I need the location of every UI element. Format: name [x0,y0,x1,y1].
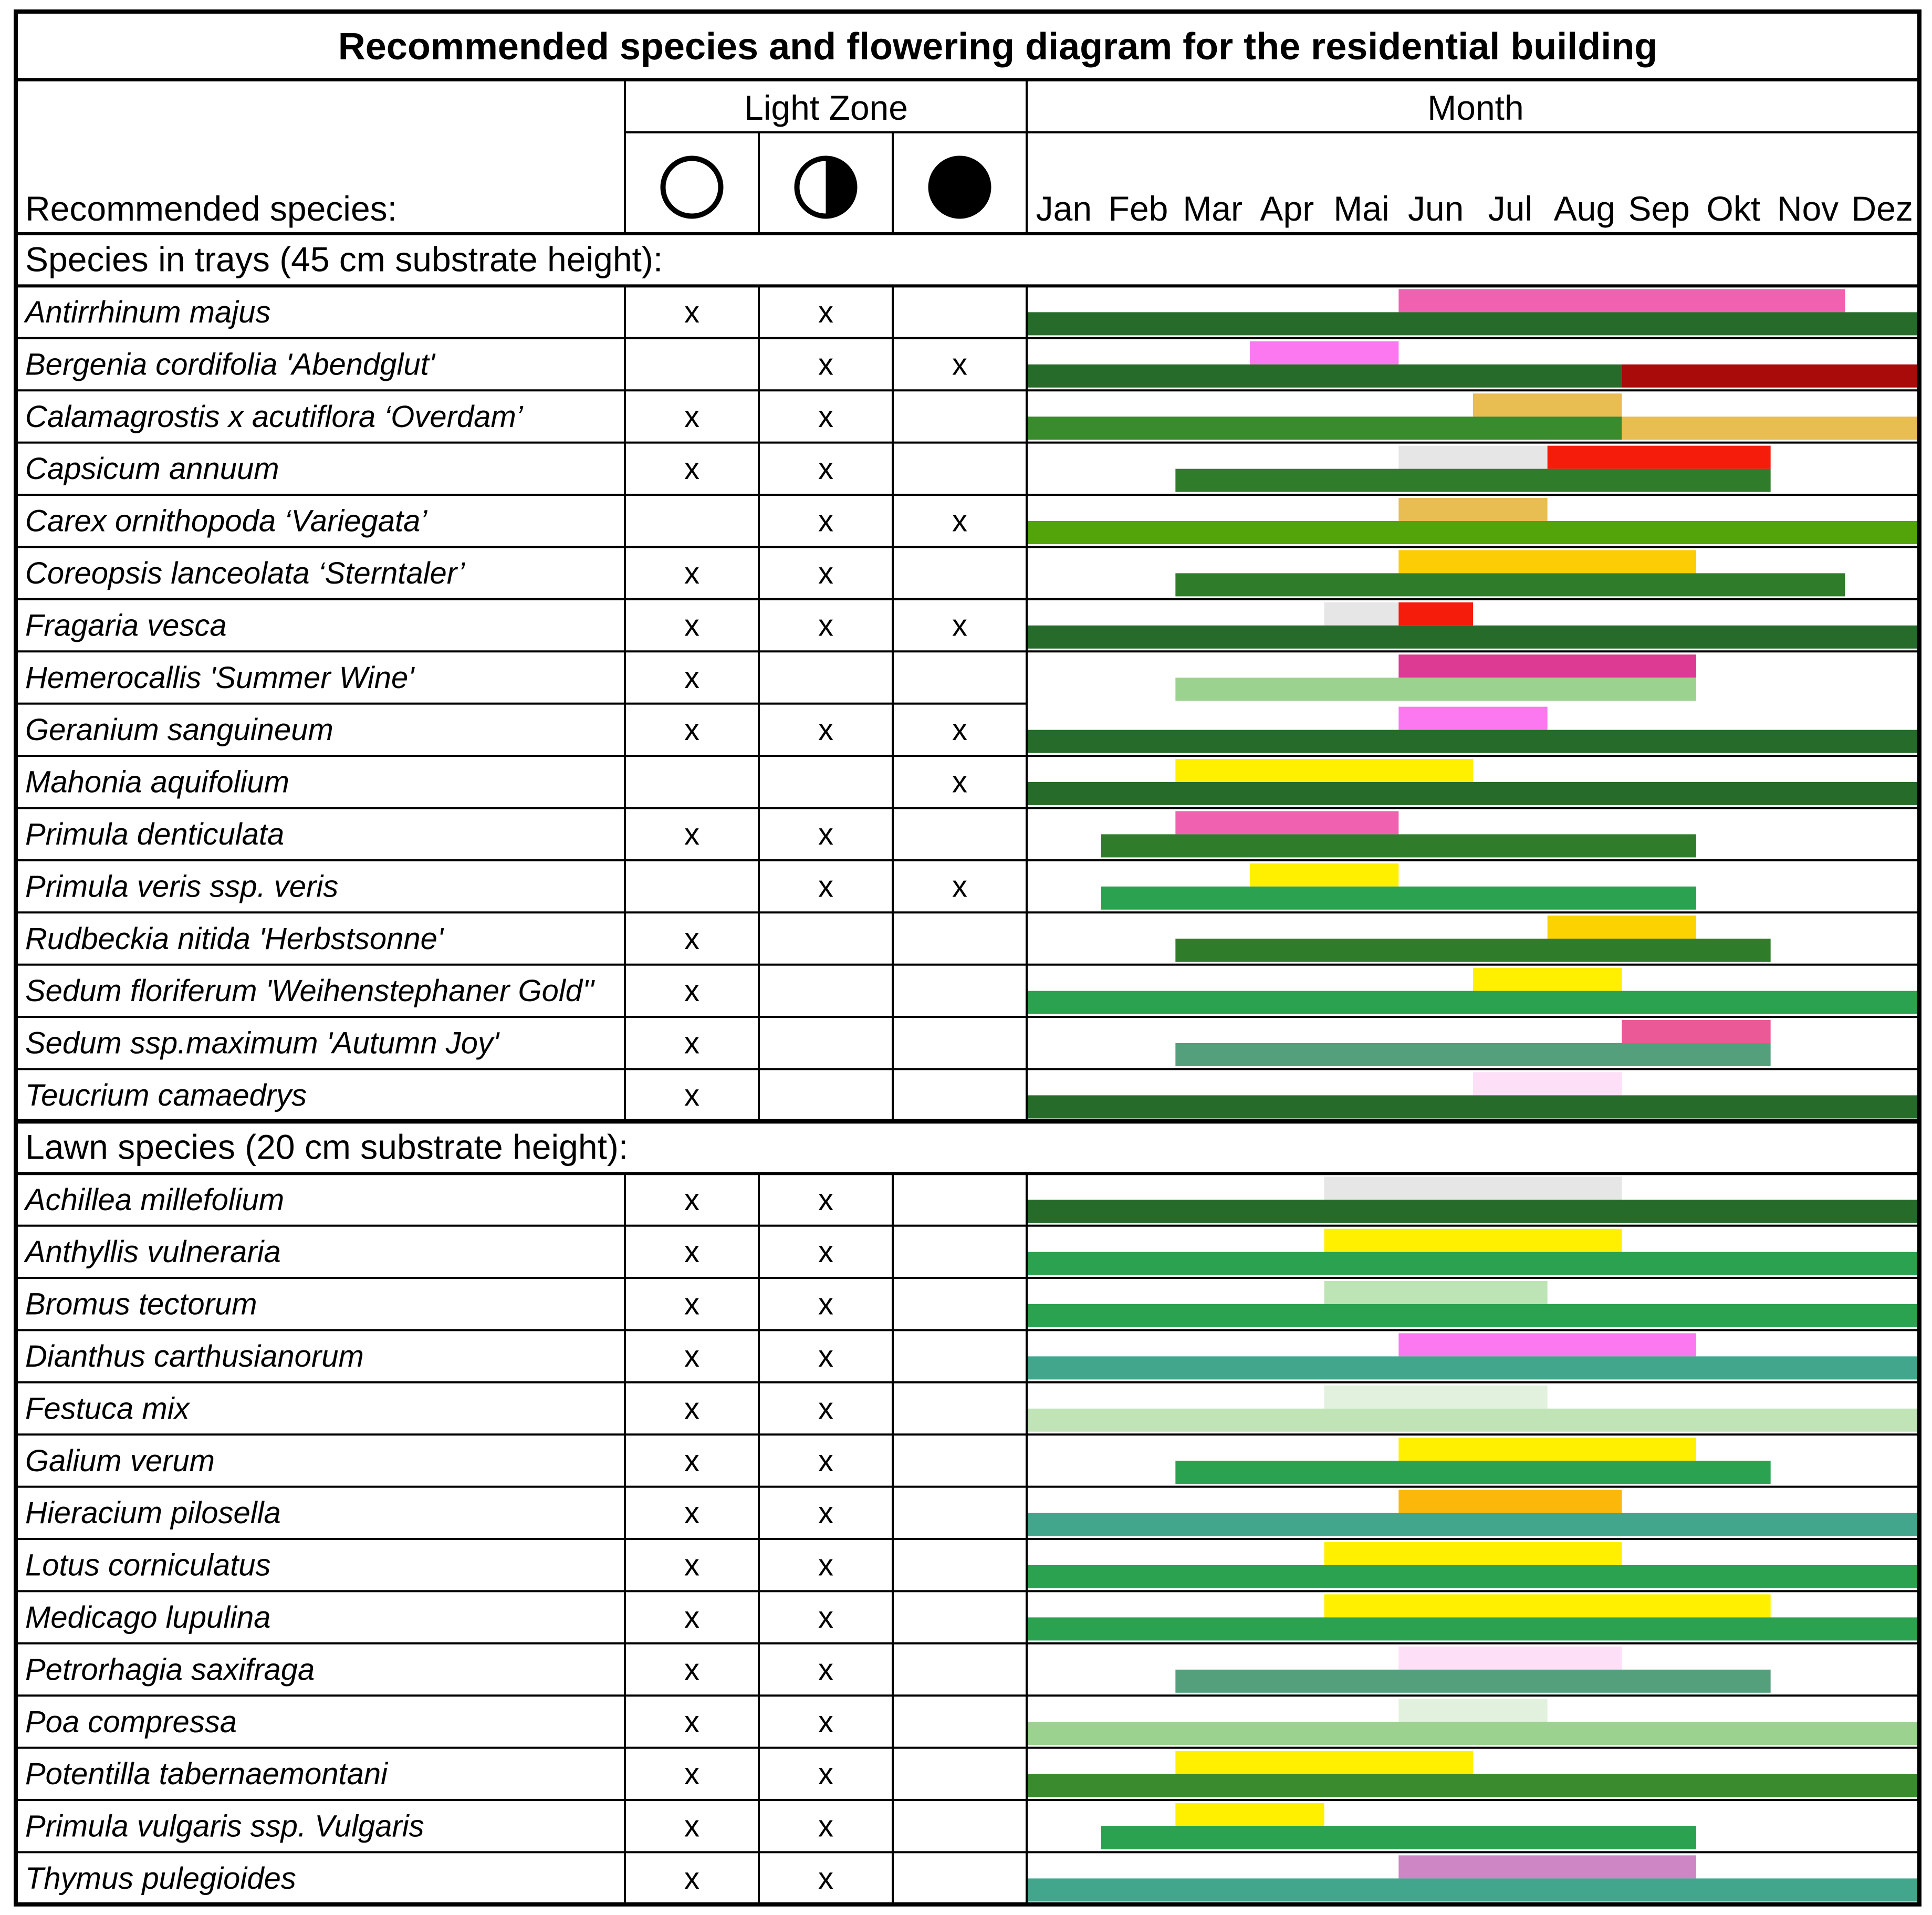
month-label-apr: Apr [1260,189,1314,228]
light-zone-mark: x [818,1809,833,1844]
light-zone-mark: x [818,1757,833,1792]
species-name: Primula vulgaris ssp. Vulgaris [25,1809,424,1844]
light-zone-mark: x [818,869,833,904]
flowering-bar [1324,1542,1622,1565]
light-zone-mark: x [818,347,833,382]
species-name: Geranium sanguineum [25,713,333,747]
species-name: Rudbeckia nitida 'Herbstsonne' [25,921,443,956]
flowering-bar [1398,1333,1696,1356]
light-zone-mark: x [818,452,833,486]
fruit-bar [1548,446,1771,469]
species-name: Dianthus carthusianorum [25,1339,364,1373]
foliage-bar [1175,1043,1770,1066]
light-zone-mark: x [684,1339,699,1373]
light-zone-mark: x [684,1600,699,1635]
species-name: Potentilla tabernaemontani [25,1757,388,1792]
species-name: Primula veris ssp. veris [25,869,339,904]
foliage-bar [1027,730,1919,753]
flowering-bar [1324,602,1399,626]
light-zone-mark: x [818,1600,833,1635]
light-zone-mark: x [818,1235,833,1269]
flowering-bar [1324,1386,1548,1409]
light-zone-mark: x [818,1339,833,1373]
fruit-bar [1398,602,1473,626]
flowering-bar [1324,1229,1622,1252]
light-zone-mark: x [684,921,699,956]
species-name: Coreopsis lanceolata ‘Sterntaler’ [25,556,465,590]
flowering-bar [1398,1699,1547,1722]
light-zone-mark: x [818,1443,833,1478]
light-zone-mark: x [684,1235,699,1269]
light-zone-mark: x [684,399,699,434]
species-name: Bergenia cordifolia 'Abendglut' [25,347,435,382]
flowering-bar [1175,759,1473,782]
light-zone-mark: x [952,347,967,382]
light-zone-mark: x [818,608,833,643]
flowering-bar [1398,654,1696,678]
species-name: Anthyllis vulneraria [25,1235,281,1269]
light-zone-mark: x [818,1182,833,1217]
flowering-bar [1324,1281,1548,1304]
foliage-bar [1027,1356,1919,1379]
foliage-bar [1622,365,1919,388]
light-zone-mark: x [684,1391,699,1426]
flowering-bar [1398,1855,1696,1878]
foliage-bar [1027,1722,1919,1745]
flowering-bar [1324,1594,1771,1617]
light-zone-mark: x [818,1391,833,1426]
species-name: Antirrhinum majus [25,295,271,329]
foliage-bar [1101,1826,1696,1849]
light-zone-mark: x [684,608,699,643]
light-zone-mark: x [818,295,833,329]
light-zone-mark: x [684,1652,699,1687]
light-zone-mark: x [952,869,967,904]
species-name: Calamagrostis x acutiflora ‘Overdam’ [25,399,523,434]
light-zone-mark: x [952,713,967,747]
section-label-1: Species in trays (45 cm substrate height): [25,240,663,279]
month-label-jan: Jan [1036,189,1092,228]
foliage-bar [1027,1409,1919,1432]
month-label-feb: Feb [1108,189,1168,228]
light-zone-mark: x [684,1861,699,1896]
light-zone-mark: x [818,713,833,747]
light-zone-mark: x [818,1287,833,1321]
month-label-jul: Jul [1488,189,1533,228]
flowering-bar [1398,289,1845,312]
species-column-header: Recommended species: [25,189,398,228]
month-label-mar: Mar [1183,189,1243,228]
light-zone-mark: x [684,817,699,851]
light-zone-mark: x [684,1757,699,1792]
species-name: Achillea millefolium [25,1182,285,1217]
flowering-bar [1398,446,1547,469]
light-zone-mark: x [684,1704,699,1739]
light-zone-mark: x [818,556,833,590]
flowering-bar [1175,811,1398,834]
flowering-bar [1398,550,1696,573]
light-zone-mark: x [818,1548,833,1583]
flowering-bar [1398,498,1547,521]
light-zone-mark: x [684,295,699,329]
species-name: Hemerocallis 'Summer Wine' [25,660,414,695]
sun-circle [663,159,721,216]
foliage-bar [1027,1878,1919,1901]
shade-circle [931,159,989,216]
flowering-bar [1473,968,1622,991]
species-name: Hieracium pilosella [25,1496,281,1531]
light-zone-mark: x [684,1182,699,1217]
flowering-bar [1324,1177,1622,1200]
foliage-bar [1027,1252,1919,1275]
species-name: Fragaria vesca [25,608,227,643]
species-name: Primula denticulata [25,817,285,851]
species-name: Bromus tectorum [25,1287,257,1321]
species-name: Sedum floriferum 'Weihenstephaner Gold'' [25,974,594,1008]
month-label-dez: Dez [1851,189,1913,228]
foliage-bar [1101,887,1696,910]
flowering-bar [1250,863,1398,887]
foliage-bar [1175,573,1845,596]
foliage-bar [1101,834,1696,857]
light-zone-mark: x [684,1287,699,1321]
flowering-bar [1175,1803,1324,1826]
flowering-bar [1548,915,1696,939]
species-name: Thymus pulegioides [25,1861,296,1896]
foliage-bar [1027,417,1622,440]
foliage-bar [1027,1200,1919,1223]
species-name: Carex ornithopoda ‘Variegata’ [25,504,427,538]
species-name: Medicago lupulina [25,1600,271,1635]
foliage-bar [1027,1774,1919,1797]
foliage-bar [1027,1617,1919,1640]
species-name: Sedum ssp.maximum 'Autumn Joy' [25,1026,499,1060]
light-zone-mark: x [684,1078,699,1112]
chart-title: Recommended species and flowering diagram for the residential building [338,26,1658,68]
light-zone-mark: x [818,504,833,538]
light-zone-mark: x [952,608,967,643]
foliage-bar [1175,1670,1770,1693]
foliage-bar [1175,1461,1770,1484]
light-zone-mark: x [684,1496,699,1531]
flowering-bar [1175,1751,1473,1774]
foliage-bar [1027,626,1919,649]
half-shade-icon [797,159,855,216]
light-zone-mark: x [818,1704,833,1739]
flowering-bar [1473,1072,1622,1095]
full-sun-icon [663,159,721,216]
light-zone-mark: x [818,1861,833,1896]
flowering-bar [1473,393,1622,417]
month-label-sep: Sep [1628,189,1690,228]
light-zone-mark: x [818,1496,833,1531]
light-zone-mark: x [818,1652,833,1687]
light-zone-header: Light Zone [744,88,908,127]
foliage-bar [1027,365,1622,388]
flowering-bar [1622,1020,1770,1043]
foliage-bar [1027,1565,1919,1588]
flowering-bar [1398,1438,1696,1461]
light-zone-mark: x [684,974,699,1008]
foliage-bar [1027,991,1919,1014]
light-zone-mark: x [684,1809,699,1844]
light-zone-mark: x [818,399,833,434]
light-zone-mark: x [684,713,699,747]
light-zone-mark: x [684,1443,699,1478]
month-label-mai: Mai [1333,189,1390,228]
light-zone-mark: x [684,1548,699,1583]
foliage-bar [1027,782,1919,805]
species-name: Galium verum [25,1443,215,1478]
species-name: Poa compressa [25,1704,237,1739]
flowering-bar [1398,1490,1622,1513]
species-name: Petrorhagia saxifraga [25,1652,315,1687]
month-header: Month [1427,88,1524,127]
foliage-bar [1027,1513,1919,1536]
species-name: Teucrium camaedrys [25,1078,307,1112]
light-zone-mark: x [684,556,699,590]
species-name: Capsicum annuum [25,452,279,486]
flowering-bar [1398,1647,1622,1670]
foliage-bar [1175,939,1770,962]
flowering-bar [1398,707,1547,730]
species-name: Mahonia aquifolium [25,765,289,799]
month-label-okt: Okt [1706,189,1761,228]
foliage-bar [1175,469,1770,492]
foliage-bar [1027,521,1919,544]
species-name: Festuca mix [25,1391,190,1426]
light-zone-mark: x [684,660,699,695]
foliage-bar [1027,1304,1919,1327]
section-label-2: Lawn species (20 cm substrate height): [25,1127,629,1167]
month-label-aug: Aug [1553,189,1616,228]
foliage-bar [1027,312,1919,335]
foliage-bar [1175,678,1696,701]
light-zone-mark: x [818,817,833,851]
foliage-bar [1622,417,1919,440]
month-label-jun: Jun [1407,189,1464,228]
month-label-nov: Nov [1777,189,1839,228]
species-name: Lotus corniculatus [25,1548,271,1583]
light-zone-mark: x [952,765,967,799]
foliage-bar [1027,1095,1919,1118]
light-zone-mark: x [684,452,699,486]
light-zone-mark: x [684,1026,699,1060]
flowering-bar [1250,341,1398,365]
full-shade-icon [931,159,989,216]
light-zone-mark: x [952,504,967,538]
